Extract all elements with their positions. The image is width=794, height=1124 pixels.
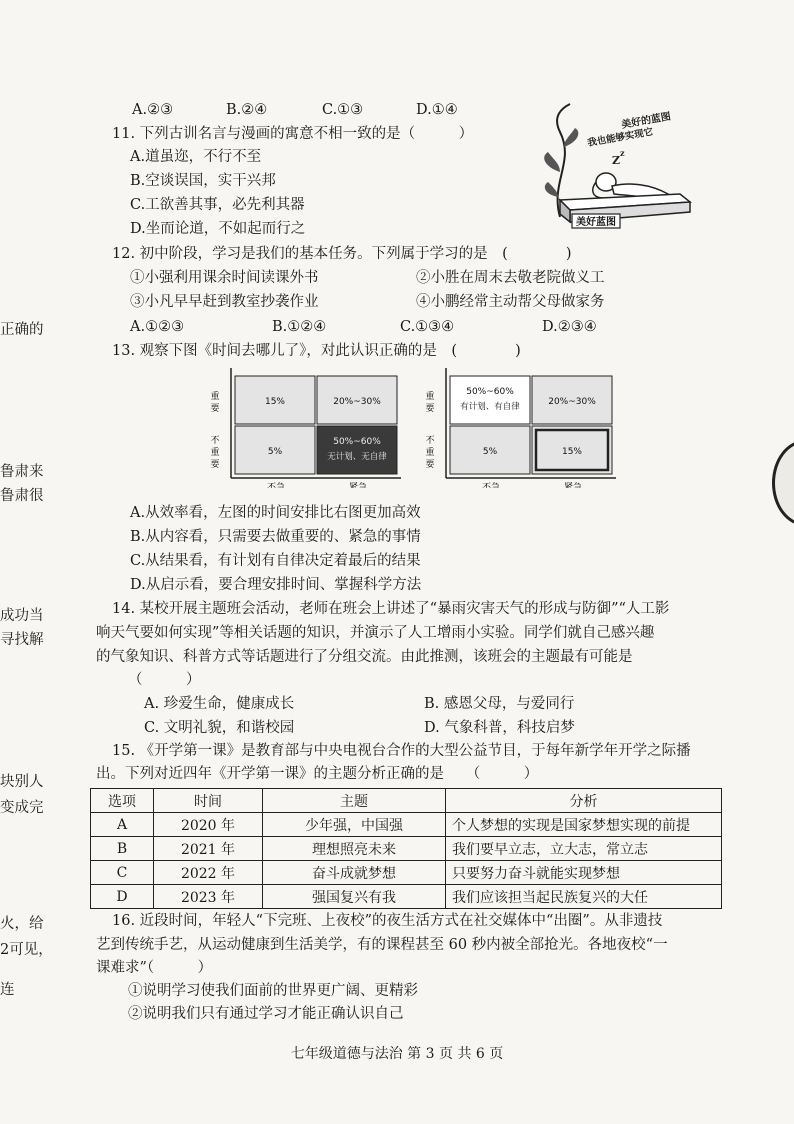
table-cell: 奋斗成就梦想	[263, 861, 446, 885]
matrix-cell	[317, 426, 397, 474]
matrix-cell-value: 15%	[561, 447, 583, 457]
option-b: B.空谈误国，实干兴邦	[130, 173, 276, 189]
matrix-cell-note: 有计划、有自律	[460, 402, 520, 412]
x-axis-label: 不急	[266, 483, 286, 488]
question-stem-line: 响天气要如何实现”等相关话题的知识，并演示了人工增雨小实验。同学们就自己感兴趣	[96, 625, 655, 641]
question-stem-line: 16. 近段时间，年轻人“下完班、上夜校”的夜生活方式在社交媒体中“出圈”。从非遗技	[112, 913, 663, 929]
question-stem-line: 艺到传统手艺，从运动健康到生活美学，有的课程甚至 60 秒内被全部抢光。各地夜校“一	[96, 937, 668, 953]
table-cell: B	[91, 837, 154, 861]
leaf-icon	[545, 182, 558, 197]
matrix-cell	[235, 376, 315, 424]
matrix-cell-value: 20%~30%	[333, 397, 381, 407]
matrix-cell-rect	[317, 426, 397, 474]
x-axis-label: 不急	[481, 483, 501, 488]
option-d: D.坐而论道，不如起而行之	[130, 221, 306, 237]
y-axis-label: 不	[210, 436, 220, 446]
matrix-cell-value: 5%	[267, 447, 283, 457]
svg-text:z: z	[620, 148, 625, 158]
edge-fragment: 变成完	[0, 800, 44, 816]
leaf-icon	[564, 128, 578, 147]
y-axis-label: 要	[425, 404, 435, 414]
table-row	[91, 813, 722, 837]
answer-bracket: （ ）	[128, 672, 201, 688]
table-header: 分析	[446, 789, 722, 813]
time-matrix-chart-left	[205, 368, 405, 492]
option-b: B. 感恩父母，与爱同行	[424, 696, 575, 712]
option-a: A. 珍爱生命，健康成长	[144, 696, 295, 712]
edge-fragment: 火，给	[0, 916, 44, 932]
matrix-cell-value: 20%~30%	[548, 397, 596, 407]
option-d: D. 气象科普，科技启梦	[424, 720, 575, 736]
sleep-mark: Z	[612, 154, 621, 167]
y-axis-label: 重	[425, 448, 435, 458]
item-1: ①说明学习使我们面前的世界更广阔、更精彩	[128, 983, 418, 999]
item-2: ②小胜在周末去敬老院做义工	[416, 270, 605, 286]
option-a: A.①②③	[130, 319, 185, 335]
question-stem: 11. 下列古训名言与漫画的寓意不相一致的是（ ）	[112, 126, 474, 142]
matrix-cell-value: 50%~60%	[333, 437, 381, 447]
edge-fragment: 2可见，	[0, 942, 53, 958]
table-cell: 2020 年	[154, 813, 263, 837]
page-footer: 七年级道德与法治 第 3 页 共 6 页	[290, 1046, 504, 1062]
option-d: D.②③④	[542, 319, 597, 335]
edge-fragment: 鲁肃来	[0, 464, 44, 480]
matrix-cell-value: 15%	[264, 397, 286, 407]
y-axis-label: 要	[210, 404, 220, 414]
leaf-icon	[544, 152, 560, 172]
option-b: B.从内容看，只需要去做重要的、紧急的事情	[130, 529, 421, 545]
table-row	[91, 837, 722, 861]
option-c: C.①③④	[400, 319, 455, 335]
edge-fragment: 正确的	[0, 322, 44, 338]
table-cell: 2023 年	[154, 885, 263, 909]
question-stem-line: 的气象知识、科普方式等话题进行了分组交流。由此推测，该班会的主题最有可能是	[96, 649, 633, 665]
option-a: A.从效率看，左图的时间安排比右图更加高效	[130, 505, 421, 521]
table-header: 选项	[91, 789, 154, 813]
question-stem-line: 14. 某校开展主题班会活动，老师在班会上讲述了“暴雨灾害天气的形成与防御”“人工影	[112, 601, 670, 617]
y-axis-label: 重	[210, 392, 220, 402]
x-axis-label: 紧急	[348, 483, 368, 488]
item-2: ②说明我们只有通过学习才能正确认识自己	[128, 1006, 404, 1022]
edge-fragment: 鲁肃很	[0, 488, 44, 504]
question-stem-line: 课难求”（ ）	[96, 960, 213, 976]
time-matrix-chart-right	[420, 368, 620, 492]
matrix-cell-value: 50%~60%	[466, 387, 514, 397]
edge-fragment: 成功当	[0, 608, 44, 624]
option-a: A.道虽迩，不行不至	[130, 149, 262, 165]
table-header-row	[91, 789, 722, 813]
option-c: C.从结果看，有计划有自律决定着最后的结果	[130, 553, 421, 569]
table-header: 时间	[154, 789, 263, 813]
question-stem-line: 出。下列对近四年《开学第一课》的主题分析正确的是 （ ）	[96, 766, 539, 782]
matrix-cell-rect	[450, 376, 530, 424]
table-cell: 只要努力奋斗就能实现梦想	[446, 861, 722, 885]
matrix-cell-note: 无计划、无自律	[327, 452, 387, 462]
table-cell: D	[91, 885, 154, 909]
edge-fragment: 块别人	[0, 774, 44, 790]
table-cell: C	[91, 861, 154, 885]
y-axis-label: 要	[210, 460, 220, 470]
y-axis-label: 重	[425, 392, 435, 402]
cartoon-illustration	[530, 102, 695, 232]
cartoon-caption: 美好的蓝图	[620, 111, 672, 131]
book-label: 美好蓝图	[576, 217, 616, 228]
table-cell: 个人梦想的实现是国家梦想实现的前提	[446, 813, 722, 837]
table-cell: A	[91, 813, 154, 837]
table-row	[91, 885, 722, 909]
table-cell: 我们要早立志，立大志，常立志	[446, 837, 722, 861]
item-1: ①小强利用课余时间读课外书	[130, 270, 319, 286]
option: C.①③	[322, 102, 364, 118]
option: B.②④	[226, 102, 268, 118]
option-b: B.①②④	[272, 319, 327, 335]
matrix-cell	[317, 376, 397, 424]
table-cell: 2021 年	[154, 837, 263, 861]
table-row	[91, 861, 722, 885]
matrix-cell	[532, 426, 612, 474]
edge-fragment: 寻找解	[0, 632, 44, 648]
question-stem: 12. 初中阶段，学习是我们的基本任务。下列属于学习的是 ( )	[112, 246, 572, 262]
matrix-cell	[450, 426, 530, 474]
themes-table	[90, 788, 722, 909]
item-4: ④小鹏经常主动帮父母做家务	[416, 294, 605, 310]
matrix-cell	[235, 426, 315, 474]
matrix-cell	[532, 376, 612, 424]
x-axis-label: 紧急	[563, 483, 583, 488]
time-matrix-svg	[420, 368, 620, 488]
table-cell: 理想照亮未来	[263, 837, 446, 861]
question-stem: 13. 观察下图《时间去哪儿了》，对此认识正确的是 ( )	[112, 343, 521, 359]
cartoon-caption: 我也能够实现它	[586, 126, 655, 149]
option-d: D.从启示看，要合理安排时间、掌握科学方法	[130, 577, 422, 593]
option: A.②③	[132, 102, 174, 118]
item-3: ③小凡早早赶到教室抄袭作业	[130, 294, 319, 310]
y-axis-label: 不	[425, 436, 435, 446]
table-cell: 少年强，中国强	[263, 813, 446, 837]
matrix-cell	[450, 376, 530, 424]
time-matrix-svg	[205, 368, 405, 488]
question-stem-line: 15. 《开学第一课》是教育部与中央电视台合作的大型公益节目，于每年新学年开学之际播	[112, 743, 691, 759]
option-c: C. 文明礼貌，和谐校园	[144, 720, 295, 736]
binding-hole-mark	[772, 440, 794, 526]
table-header: 主题	[263, 789, 446, 813]
y-axis-label: 重	[210, 448, 220, 458]
y-axis-label: 要	[425, 460, 435, 470]
option: D.①④	[416, 102, 458, 118]
table-cell: 2022 年	[154, 861, 263, 885]
table-cell: 我们应该担当起民族复兴的大任	[446, 885, 722, 909]
edge-fragment: 连	[0, 982, 15, 998]
option-c: C.工欲善其事，必先利其器	[130, 197, 305, 213]
table-cell: 强国复兴有我	[263, 885, 446, 909]
matrix-cell-value: 5%	[482, 447, 498, 457]
